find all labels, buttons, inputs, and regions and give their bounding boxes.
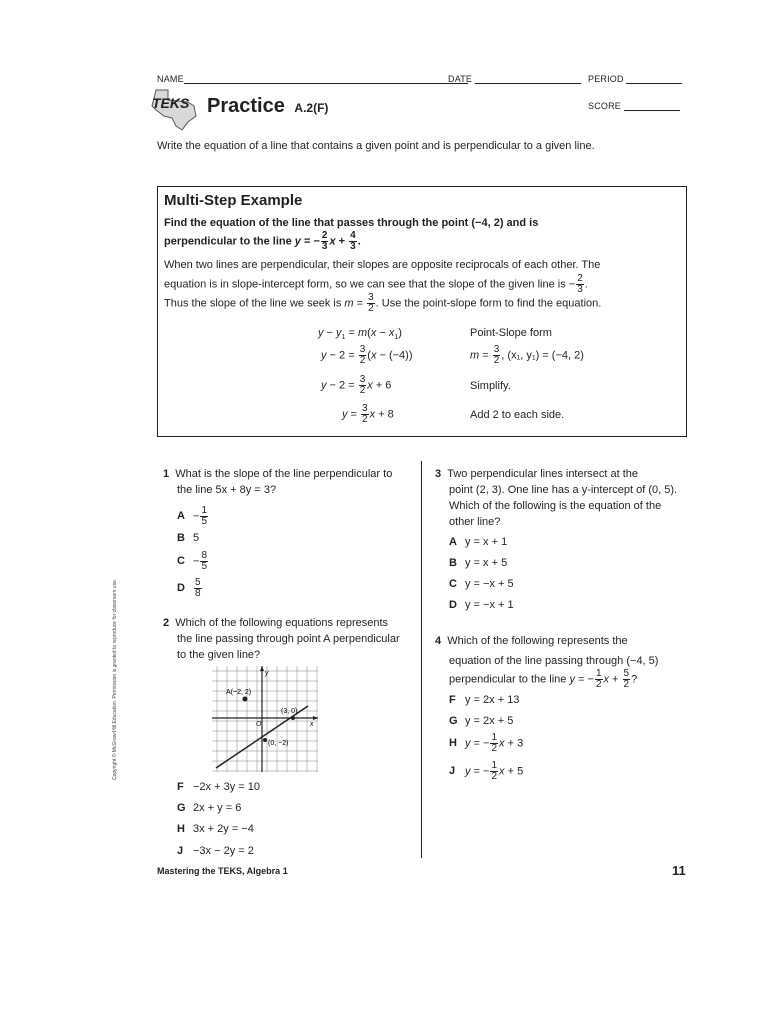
body-3-pre: Thus the slope of the line we seek is: [164, 297, 345, 310]
q3-b-letter: B: [449, 557, 457, 569]
point-3-0: [291, 716, 295, 720]
q3-option-c[interactable]: [449, 576, 514, 592]
question-3: [435, 466, 695, 530]
q2-text-2: the line passing through point A perpendicular: [177, 633, 400, 645]
date-field[interactable]: [448, 74, 581, 84]
q2-text-3: to the given line?: [177, 649, 261, 661]
name-field[interactable]: [157, 74, 468, 84]
q3-option-a[interactable]: [449, 534, 507, 550]
step-4-equation: y = $\frac{3}{2}$ x + 8: [342, 403, 394, 425]
origin-label: O: [256, 721, 262, 728]
q2-option-f[interactable]: [177, 779, 260, 795]
step-1-note: Point-Slope form: [470, 327, 552, 339]
q2-option-j[interactable]: [177, 843, 254, 859]
coordinate-graph: [212, 666, 318, 772]
point-3-0-label: (3, 0): [281, 708, 298, 715]
y-label: y: [265, 670, 269, 677]
logo-text: TEKS: [152, 95, 190, 111]
q1-b-letter: B: [177, 532, 185, 544]
q1-a-letter: A: [177, 510, 185, 523]
q4-option-g[interactable]: [449, 713, 513, 729]
q1-number: 1: [163, 468, 170, 480]
y-axis-arrow: [260, 666, 264, 671]
question-4: [435, 633, 705, 690]
column-divider: [421, 461, 422, 858]
q1-option-d[interactable]: D $\frac{5}{8}$: [177, 577, 201, 599]
question-1: [163, 466, 413, 498]
point-a: [243, 697, 248, 702]
example-body-2: equation is in slope-intercept form, so we can see that the slope of the given line is − $\frac{2}{3}$ .: [164, 273, 588, 295]
q4-text-2: equation of the line passing through (−4, 5): [449, 655, 659, 667]
q4-option-h[interactable]: H y = − $\frac{1}{2}$ x + 3: [449, 732, 524, 754]
example-body-1: When two lines are perpendicular, their slopes are opposite reciprocals of each other. The: [164, 259, 601, 271]
example-prompt-1: Find the equation of the line that passes through the point (−4, 2) and is: [164, 217, 539, 229]
q1-c-letter: C: [177, 555, 185, 568]
q2-f-text: −2x + 3y = 10: [193, 781, 260, 793]
prompt-2-text: perpendicular to the line: [164, 235, 295, 248]
copyright-note: Copyright © McGraw-Hill Education. Permission is granted to reproduce for classroom use.: [112, 578, 118, 780]
body-3-post: Use the point-slope form to find the equation.: [378, 297, 602, 310]
period-label: PERIOD: [588, 74, 624, 84]
q1-d-letter: D: [177, 582, 185, 595]
q4-text-1: Which of the following represents the: [447, 635, 628, 647]
point-0-neg2: [263, 738, 267, 742]
step-2-note: m = $\frac{3}{2}$ , (x₁, y₁) = (−4, 2): [470, 344, 584, 366]
step-3-note: Simplify.: [470, 380, 511, 392]
standard-code: A.2(F): [294, 101, 329, 115]
q4-option-f[interactable]: [449, 692, 519, 708]
q2-j-text: −3x − 2y = 2: [193, 845, 254, 857]
footer-book: Mastering the TEKS, Algebra 1: [157, 866, 288, 876]
step-4-note: Add 2 to each side.: [470, 409, 565, 421]
q3-a-text: y = x + 1: [465, 536, 508, 548]
q4-text-3-pre: perpendicular to the line: [449, 673, 570, 686]
score-field[interactable]: [588, 101, 680, 111]
q1-b-value: 5: [193, 532, 200, 544]
q2-option-g[interactable]: [177, 800, 241, 816]
step-1-equation: $y - y_1 = m(x - x_1)$: [318, 327, 402, 342]
step-3-equation: y − 2 = $\frac{3}{2}$ x + 6: [321, 374, 392, 396]
q2-text-1: Which of the following equations represents: [175, 617, 389, 629]
q1-text-2: the line 5x + 8y = 3?: [177, 484, 277, 496]
q1-text-1: What is the slope of the line perpendicular to: [175, 468, 393, 480]
q3-d-letter: D: [449, 599, 457, 611]
title-text: Practice: [207, 95, 285, 117]
q1-option-b[interactable]: [177, 530, 199, 546]
q2-number: 2: [163, 617, 170, 629]
period-field[interactable]: [588, 74, 682, 84]
page-title: [207, 95, 328, 118]
q2-h-text: 3x + 2y = −4: [193, 823, 254, 835]
q3-text-2: point (2, 3). One line has a y-intercept of (0, 5).: [449, 484, 678, 496]
q4-f-text: y = 2x + 13: [465, 694, 520, 706]
example-prompt-2: perpendicular to the line y = − $\frac{2}{3}$ x + $\frac{4}{3}$ .: [164, 230, 361, 252]
instructions: Write the equation of a line that contains a given point and is perpendicular to a given line.: [157, 140, 595, 152]
body-2-text: equation is in slope-intercept form, so we can see that the slope of the given line is −: [164, 278, 576, 291]
name-label: NAME: [157, 74, 184, 84]
q3-c-text: y = −x + 5: [465, 578, 514, 590]
q4-g-text: y = 2x + 5: [465, 715, 514, 727]
q4-h-letter: H: [449, 737, 457, 750]
q4-g-letter: G: [449, 715, 458, 727]
q4-text-3: perpendicular to the line y = − $\frac{1}{2}$ x + $\frac{5}{2}$ ?: [449, 668, 638, 690]
q3-text-4: other line?: [449, 516, 501, 528]
q3-a-letter: A: [449, 536, 457, 548]
point-a-label: A(−2, 2): [226, 689, 252, 696]
date-label: DATE: [448, 74, 473, 84]
q3-text-1: Two perpendicular lines intersect at the: [447, 468, 639, 480]
q2-graph: [212, 666, 318, 777]
q3-b-text: y = x + 5: [465, 557, 508, 569]
question-2: [163, 615, 421, 663]
q2-j-letter: J: [177, 845, 184, 857]
q4-option-j[interactable]: J y = − $\frac{1}{2}$ x + 5: [449, 760, 524, 782]
q3-d-text: y = −x + 1: [465, 599, 514, 611]
example-title: Multi-Step Example: [164, 192, 303, 209]
q1-option-c[interactable]: C − $\frac{8}{5}$: [177, 550, 207, 572]
q2-g-letter: G: [177, 802, 186, 814]
q4-f-letter: F: [449, 694, 456, 706]
page-number: 11: [672, 863, 686, 878]
step-2-note-text: (x₁, y₁) = (−4, 2): [507, 349, 584, 362]
q3-option-d[interactable]: [449, 597, 514, 613]
step-2-equation: y − 2 = $\frac{3}{2}$ (x − (−4)): [321, 344, 413, 366]
score-label: SCORE: [588, 101, 622, 111]
q3-option-b[interactable]: [449, 555, 507, 571]
q3-number: 3: [435, 468, 442, 480]
q1-option-a[interactable]: A − $\frac{1}{5}$: [177, 505, 207, 527]
q2-h-letter: H: [177, 823, 185, 835]
q3-text-3: Which of the following is the equation of the: [449, 500, 662, 512]
q2-g-text: 2x + y = 6: [193, 802, 242, 814]
texas-icon: [148, 86, 204, 132]
q4-number: 4: [435, 635, 442, 647]
grid-lines: [212, 666, 318, 772]
teks-logo: [148, 86, 204, 132]
q3-c-letter: C: [449, 578, 457, 590]
x-label: x: [310, 721, 314, 728]
point-0-neg2-label: (0, −2): [268, 740, 289, 747]
q2-f-letter: F: [177, 781, 184, 793]
q4-j-letter: J: [449, 765, 456, 778]
example-box: [157, 186, 687, 437]
example-body-3: Thus the slope of the line we seek is m = $\frac{3}{2}$ . Use the point-slope form to find the equation.: [164, 292, 602, 314]
q2-option-h[interactable]: [177, 821, 254, 837]
